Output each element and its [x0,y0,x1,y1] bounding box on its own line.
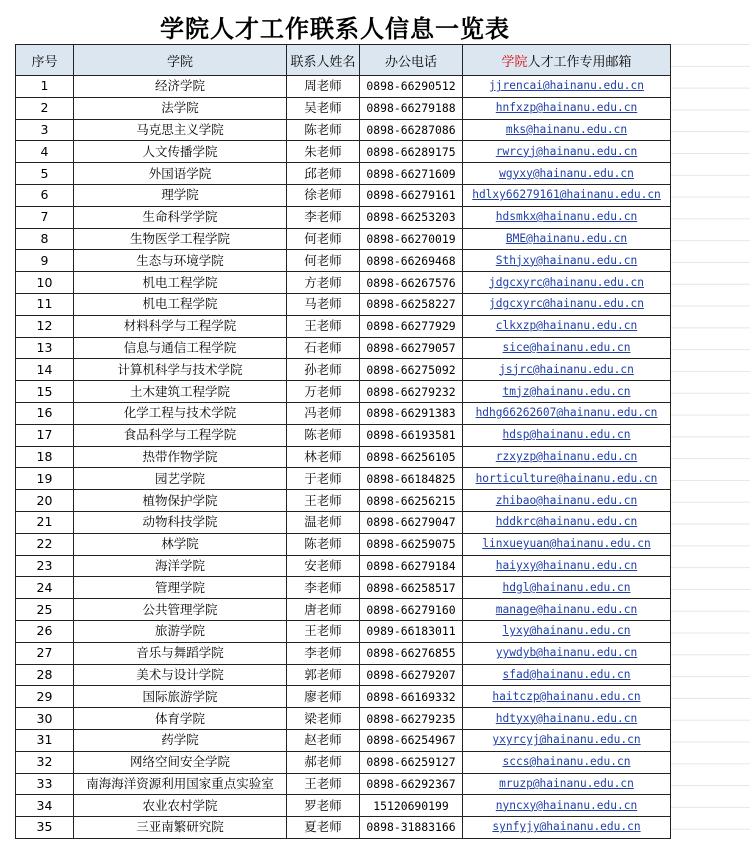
header-email-prefix: 学院 [501,54,528,70]
cell-college: 生态与环境学院 [74,250,287,272]
cell-phone: 0898-66267576 [360,272,463,294]
cell-contact: 陈老师 [287,424,360,446]
cell-contact: 赵老师 [287,729,360,751]
cell-contact: 孙老师 [287,359,360,381]
cell-phone: 0898-31883166 [360,817,463,839]
cell-phone: 0898-66277929 [360,315,463,337]
cell-index: 34 [16,795,74,817]
table-row [16,599,671,621]
table-row [16,642,671,664]
cell-phone: 0898-66256105 [360,446,463,468]
table-row [16,490,671,512]
cell-email[interactable]: manage@hainanu.edu.cn [463,599,671,621]
table-row [16,751,671,773]
table-row [16,468,671,490]
cell-phone: 0898-66279235 [360,708,463,730]
cell-college: 公共管理学院 [74,599,287,621]
cell-phone: 0898-66253203 [360,206,463,228]
cell-phone: 0898-66276855 [360,642,463,664]
header-email-suffix: 人才工作专用邮箱 [527,54,632,70]
cell-phone: 0898-66259127 [360,751,463,773]
cell-email[interactable]: sccs@hainanu.edu.cn [463,751,671,773]
cell-email[interactable]: hdsp@hainanu.edu.cn [463,424,671,446]
cell-college: 管理学院 [74,577,287,599]
cell-college: 材料科学与工程学院 [74,315,287,337]
cell-phone: 0898-66184825 [360,468,463,490]
cell-college: 化学工程与技术学院 [74,402,287,424]
table-row [16,402,671,424]
cell-college: 林学院 [74,533,287,555]
cell-index: 3 [16,119,74,141]
cell-index: 30 [16,708,74,730]
cell-email[interactable]: hnfxzp@hainanu.edu.cn [463,97,671,119]
cell-contact: 李老师 [287,642,360,664]
cell-contact: 王老师 [287,315,360,337]
cell-index: 26 [16,620,74,642]
cell-college: 法学院 [74,97,287,119]
table-row [16,293,671,315]
cell-index: 24 [16,577,74,599]
cell-college: 动物科技学院 [74,511,287,533]
table-header-row [16,45,671,76]
cell-index: 21 [16,511,74,533]
cell-contact: 安老师 [287,555,360,577]
cell-phone: 0898-66270019 [360,228,463,250]
cell-email[interactable]: Sthjxy@hainanu.edu.cn [463,250,671,272]
cell-index: 8 [16,228,74,250]
cell-email[interactable]: jdgcxyrc@hainanu.edu.cn [463,272,671,294]
cell-college: 食品科学与工程学院 [74,424,287,446]
cell-contact: 李老师 [287,577,360,599]
cell-phone: 0898-66279057 [360,337,463,359]
header-college: 学院 [74,45,287,76]
cell-phone: 0898-66279161 [360,184,463,206]
cell-phone: 0898-66279184 [360,555,463,577]
cell-phone: 0898-66193581 [360,424,463,446]
cell-phone: 0898-66254967 [360,729,463,751]
header-phone: 办公电话 [360,45,463,76]
header-contact: 联系人姓名 [287,45,360,76]
table-row [16,76,671,98]
cell-contact: 方老师 [287,272,360,294]
table-row [16,446,671,468]
cell-college: 外国语学院 [74,163,287,185]
cell-phone: 0898-66279207 [360,664,463,686]
table-row [16,163,671,185]
cell-index: 12 [16,315,74,337]
cell-index: 17 [16,424,74,446]
cell-contact: 吴老师 [287,97,360,119]
cell-college: 海洋学院 [74,555,287,577]
cell-email[interactable]: hddkrc@hainanu.edu.cn [463,511,671,533]
cell-contact: 朱老师 [287,141,360,163]
cell-college: 经济学院 [74,76,287,98]
cell-contact: 冯老师 [287,402,360,424]
cell-college: 信息与通信工程学院 [74,337,287,359]
table-row [16,359,671,381]
table-row [16,250,671,272]
cell-phone: 0898-66279188 [360,97,463,119]
table-row [16,119,671,141]
cell-contact: 周老师 [287,76,360,98]
cell-index: 7 [16,206,74,228]
cell-index: 1 [16,76,74,98]
cell-college: 体育学院 [74,708,287,730]
cell-phone: 0898-66292367 [360,773,463,795]
cell-email[interactable]: hdhg66262607@hainanu.edu.cn [463,402,671,424]
cell-contact: 邱老师 [287,163,360,185]
cell-contact: 廖老师 [287,686,360,708]
cell-contact: 温老师 [287,511,360,533]
cell-email[interactable]: sfad@hainanu.edu.cn [463,664,671,686]
cell-college: 热带作物学院 [74,446,287,468]
cell-contact: 王老师 [287,620,360,642]
cell-phone: 0898-66279047 [360,511,463,533]
cell-college: 机电工程学院 [74,272,287,294]
cell-index: 22 [16,533,74,555]
cell-index: 28 [16,664,74,686]
cell-email[interactable]: BME@hainanu.edu.cn [463,228,671,250]
table-row [16,577,671,599]
cell-phone: 0989-66183011 [360,620,463,642]
table-row [16,708,671,730]
table-row [16,620,671,642]
cell-index: 2 [16,97,74,119]
table-row [16,272,671,294]
cell-index: 23 [16,555,74,577]
table-row [16,337,671,359]
cell-index: 19 [16,468,74,490]
cell-email[interactable]: hdgl@hainanu.edu.cn [463,577,671,599]
cell-college: 网络空间安全学院 [74,751,287,773]
contact-table [15,44,671,839]
table-row [16,664,671,686]
page-title: 学院人才工作联系人信息一览表 [160,14,510,43]
cell-college: 植物保护学院 [74,490,287,512]
cell-contact: 郭老师 [287,664,360,686]
cell-contact: 李老师 [287,206,360,228]
cell-email[interactable]: hdtyxy@hainanu.edu.cn [463,708,671,730]
cell-index: 5 [16,163,74,185]
cell-phone: 0898-66287086 [360,119,463,141]
cell-phone: 0898-66258517 [360,577,463,599]
cell-college: 马克思主义学院 [74,119,287,141]
cell-contact: 罗老师 [287,795,360,817]
cell-college: 南海海洋资源利用国家重点实验室 [74,773,287,795]
cell-phone: 0898-66279232 [360,381,463,403]
cell-email[interactable]: yxyrcyj@hainanu.edu.cn [463,729,671,751]
table-row [16,555,671,577]
cell-contact: 何老师 [287,228,360,250]
cell-index: 13 [16,337,74,359]
table-row [16,686,671,708]
cell-index: 31 [16,729,74,751]
cell-email[interactable]: yywdyb@hainanu.edu.cn [463,642,671,664]
cell-index: 9 [16,250,74,272]
cell-index: 6 [16,184,74,206]
table-row [16,729,671,751]
cell-contact: 陈老师 [287,533,360,555]
header-email [463,45,671,76]
cell-contact: 陈老师 [287,119,360,141]
cell-email[interactable]: horticulture@hainanu.edu.cn [463,468,671,490]
cell-contact: 徐老师 [287,184,360,206]
table-row [16,184,671,206]
cell-contact: 王老师 [287,490,360,512]
table-row [16,795,671,817]
cell-college: 农业农村学院 [74,795,287,817]
table-row [16,228,671,250]
cell-email[interactable]: lyxy@hainanu.edu.cn [463,620,671,642]
cell-index: 15 [16,381,74,403]
table-row [16,817,671,839]
cell-college: 三亚南繁研究院 [74,817,287,839]
table-row [16,381,671,403]
cell-contact: 林老师 [287,446,360,468]
cell-index: 27 [16,642,74,664]
cell-contact: 马老师 [287,293,360,315]
cell-college: 理学院 [74,184,287,206]
cell-phone: 0898-66269468 [360,250,463,272]
cell-email[interactable]: jjrencai@hainanu.edu.cn [463,76,671,98]
cell-email[interactable]: linxueyuan@hainanu.edu.cn [463,533,671,555]
cell-contact: 梁老师 [287,708,360,730]
cell-email[interactable]: sice@hainanu.edu.cn [463,337,671,359]
table-row [16,533,671,555]
table-row [16,141,671,163]
cell-index: 32 [16,751,74,773]
cell-college: 生命科学学院 [74,206,287,228]
cell-phone: 15120690199 [360,795,463,817]
cell-email[interactable]: zhibao@hainanu.edu.cn [463,490,671,512]
cell-college: 美术与设计学院 [74,664,287,686]
table-row [16,424,671,446]
cell-college: 机电工程学院 [74,293,287,315]
cell-email[interactable]: rzxyzp@hainanu.edu.cn [463,446,671,468]
cell-email[interactable]: synfyjy@hainanu.edu.cn [463,817,671,839]
cell-index: 18 [16,446,74,468]
cell-email[interactable]: haiyxy@hainanu.edu.cn [463,555,671,577]
cell-contact: 于老师 [287,468,360,490]
cell-phone: 0898-66289175 [360,141,463,163]
cell-index: 25 [16,599,74,621]
cell-college: 音乐与舞蹈学院 [74,642,287,664]
cell-index: 20 [16,490,74,512]
cell-email[interactable]: jsjrc@hainanu.edu.cn [463,359,671,381]
cell-email[interactable]: haitczp@hainanu.edu.cn [463,686,671,708]
cell-index: 33 [16,773,74,795]
cell-phone: 0898-66256215 [360,490,463,512]
cell-email[interactable]: clkxzp@hainanu.edu.cn [463,315,671,337]
cell-email[interactable]: nyncxy@hainanu.edu.cn [463,795,671,817]
cell-phone: 0898-66258227 [360,293,463,315]
cell-college: 计算机科学与技术学院 [74,359,287,381]
cell-email[interactable]: mks@hainanu.edu.cn [463,119,671,141]
cell-contact: 石老师 [287,337,360,359]
cell-phone: 0898-66290512 [360,76,463,98]
cell-contact: 万老师 [287,381,360,403]
cell-college: 药学院 [74,729,287,751]
table-row [16,511,671,533]
cell-email[interactable]: mruzp@hainanu.edu.cn [463,773,671,795]
cell-contact: 何老师 [287,250,360,272]
cell-contact: 唐老师 [287,599,360,621]
cell-college: 国际旅游学院 [74,686,287,708]
cell-email[interactable]: hdlxy66279161@hainanu.edu.cn [463,184,671,206]
cell-contact: 夏老师 [287,817,360,839]
cell-email[interactable]: hdsmkx@hainanu.edu.cn [463,206,671,228]
cell-index: 16 [16,402,74,424]
cell-phone: 0898-66275092 [360,359,463,381]
cell-email[interactable]: wgyxy@hainanu.edu.cn [463,163,671,185]
cell-email[interactable]: jdgcxyrc@hainanu.edu.cn [463,293,671,315]
cell-email[interactable]: tmjz@hainanu.edu.cn [463,381,671,403]
cell-college: 生物医学工程学院 [74,228,287,250]
cell-index: 14 [16,359,74,381]
spreadsheet-gridlines [670,44,750,844]
cell-index: 10 [16,272,74,294]
cell-college: 园艺学院 [74,468,287,490]
cell-index: 4 [16,141,74,163]
table-row [16,97,671,119]
cell-phone: 0898-66169332 [360,686,463,708]
cell-college: 旅游学院 [74,620,287,642]
table-row [16,315,671,337]
cell-phone: 0898-66271609 [360,163,463,185]
cell-index: 35 [16,817,74,839]
header-index: 序号 [16,45,74,76]
cell-phone: 0898-66291383 [360,402,463,424]
cell-college: 土木建筑工程学院 [74,381,287,403]
cell-contact: 王老师 [287,773,360,795]
cell-index: 11 [16,293,74,315]
cell-email[interactable]: rwrcyj@hainanu.edu.cn [463,141,671,163]
table-row [16,206,671,228]
cell-contact: 郝老师 [287,751,360,773]
cell-index: 29 [16,686,74,708]
cell-phone: 0898-66259075 [360,533,463,555]
cell-college: 人文传播学院 [74,141,287,163]
cell-phone: 0898-66279160 [360,599,463,621]
table-row [16,773,671,795]
